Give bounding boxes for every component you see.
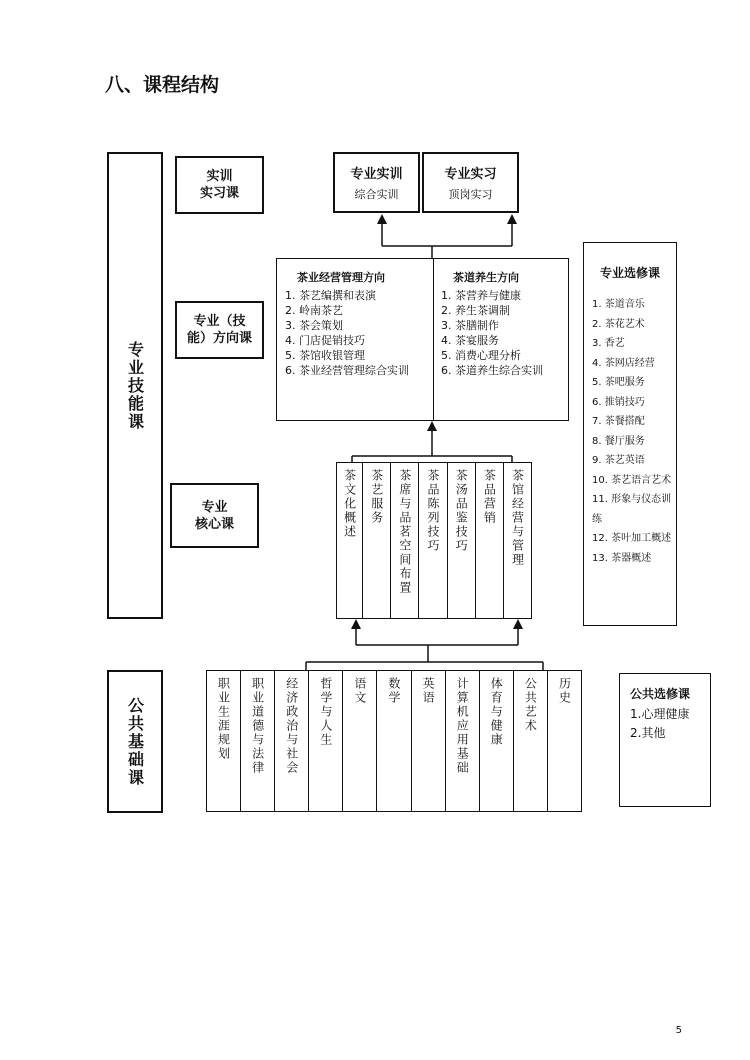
public-basic-label-box [107,670,163,813]
public-course-label: 体育与健康 [489,677,504,747]
direction-label-line1: 专业（技 [193,314,246,329]
public-course-label: 英语 [421,677,436,705]
direction-course: 5. 消费心理分析 [441,349,521,362]
practice-box-internship-sub: 顶岗实习 [448,188,493,201]
professional-electives-title: 专业选修课 [599,266,660,280]
practice-label-line2: 实习课 [199,186,239,201]
direction-column-title: 茶道养生方向 [453,271,519,284]
core-course-label: 茶艺服务 [369,469,384,525]
direction-content-box [276,258,569,421]
public-course-cell [309,671,343,811]
direction-course: 6. 茶道养生综合实训 [441,364,543,377]
public-course-cell [548,671,581,811]
public-electives-list [630,705,710,743]
core-course-label: 茶馆经营与管理 [510,469,525,567]
practice-box-training-title: 专业实训 [350,167,403,182]
public-courses-box [206,670,582,812]
public-course-label: 经济政治与社会 [284,677,299,775]
professional-electives-box [583,242,677,626]
core-course-label: 茶席与品茗空间布置 [397,469,412,595]
core-course-cell [504,463,531,618]
elective-course: 1. 茶道音乐 [592,299,645,310]
page-number: 5 [675,1025,682,1036]
core-course-cell [476,463,504,618]
elective-course: 9. 茶艺英语 [592,455,645,466]
core-course-label: 茶品营销 [482,469,497,525]
public-course-label: 职业生涯规划 [216,677,231,761]
core-label-line1: 专业 [201,499,228,515]
direction-column-tea-business [285,269,430,378]
elective-course: 4. 茶网店经营 [592,357,655,369]
direction-course: 1. 茶艺编撰和表演 [285,289,376,302]
direction-divider [433,259,434,420]
professional-skills-label: 专业技能课 [125,340,145,431]
direction-course: 4. 茶宴服务 [441,334,499,347]
practice-label-line1: 实训 [206,169,233,184]
public-course-label: 历史 [557,677,572,705]
section-title: 八、课程结构 [105,74,220,96]
elective-course: 13. 茶器概述 [592,552,652,564]
core-course-cell [391,463,419,618]
core-course-cell [337,463,363,618]
public-course-label: 公共艺术 [523,677,538,733]
core-course-cell [363,463,391,618]
public-course-label: 语文 [352,677,367,705]
direction-label-line2: 能）方向课 [186,331,252,346]
practice-box-training-sub: 综合实训 [354,188,399,201]
direction-course-list [285,288,430,378]
elective-course: 11. 形象与仪态训练 [592,494,672,525]
core-courses-box [336,462,532,619]
direction-course: 3. 茶膳制作 [441,319,499,332]
professional-skills-label-box [107,152,163,619]
elective-course: 2. 茶花艺术 [592,318,645,330]
public-course-label: 职业道德与法律 [250,677,265,775]
core-course-cell [419,463,447,618]
public-course-label: 计算机应用基础 [455,677,470,775]
public-course-cell [343,671,377,811]
elective-course: 7. 茶餐搭配 [592,416,645,427]
direction-course: 5. 茶馆收银管理 [285,349,365,362]
public-course-cell [275,671,309,811]
direction-course: 3. 茶会策划 [285,319,343,332]
public-elective-item: 1.心理健康 [630,707,690,721]
core-label-box [170,483,259,548]
direction-column-title: 茶业经营管理方向 [297,271,385,284]
elective-course: 10. 茶艺语言艺术 [592,474,672,486]
elective-course: 5. 茶吧服务 [592,377,645,388]
core-course-label: 茶品陈列技巧 [426,469,441,553]
public-basic-label: 公共基础课 [125,696,145,787]
direction-course: 2. 养生茶调制 [441,304,510,317]
public-course-cell [377,671,411,811]
public-course-cell [207,671,241,811]
direction-course: 6. 茶业经营管理综合实训 [285,364,409,377]
public-course-cell [412,671,446,811]
direction-label-box [175,301,264,359]
core-course-label: 茶文化概述 [342,469,357,539]
elective-course: 12. 茶叶加工概述 [592,533,672,544]
professional-electives-list [592,295,676,568]
core-course-cell [448,463,476,618]
core-course-label: 茶汤品鉴技巧 [454,469,469,553]
practice-box-internship-title: 专业实习 [444,167,497,182]
direction-course: 4. 门店促销技巧 [285,334,365,347]
practice-box-training [333,152,420,213]
core-label-line2: 核心课 [194,516,234,532]
direction-column-tea-wellness [441,269,566,378]
practice-box-internship [422,152,519,213]
public-course-cell [514,671,548,811]
direction-course: 2. 岭南茶艺 [285,304,343,317]
public-electives-title: 公共选修课 [630,687,691,701]
direction-course-list [441,288,566,378]
public-course-cell [480,671,514,811]
practice-label-box [175,156,264,214]
public-course-label: 哲学与人生 [318,677,333,747]
elective-course: 3. 香艺 [592,338,625,349]
public-course-cell [241,671,275,811]
elective-course: 8. 餐厅服务 [592,435,645,447]
public-electives-box [619,673,711,807]
elective-course: 6. 推销技巧 [592,396,645,408]
public-course-label: 数学 [387,677,402,705]
public-elective-item: 2.其他 [630,726,666,740]
public-course-cell [446,671,480,811]
direction-course: 1. 茶营养与健康 [441,289,521,302]
